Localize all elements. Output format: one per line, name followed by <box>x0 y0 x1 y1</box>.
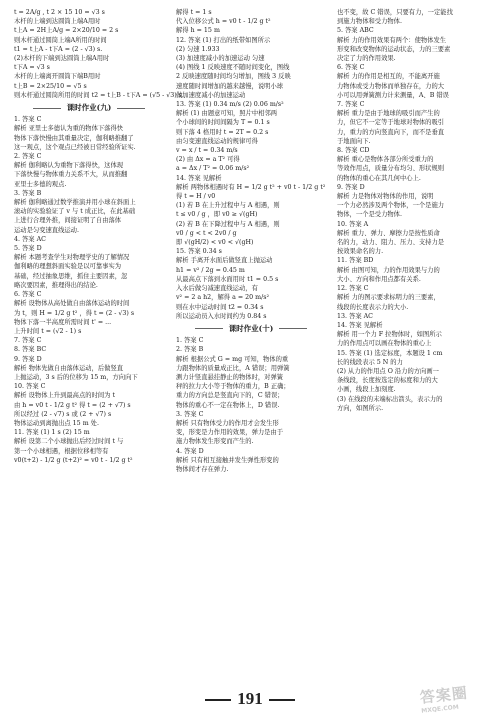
text-line: 第一个小球相遇，根据位移相等有 <box>14 447 109 455</box>
text-line: 决定了力的作用效果. <box>337 55 396 63</box>
watermark-url: MXQE.COM <box>421 703 460 715</box>
text-line: 8. 答案 CD <box>337 147 370 155</box>
text-line: 由匀变速直线运动的规律可得 <box>176 137 258 145</box>
text-line: 6. 答案 C <box>14 291 42 299</box>
text-line: 等效作用点，质量分布均匀、形状规则 <box>337 165 445 173</box>
text-line: 物体间才存在弹力. <box>176 465 229 473</box>
text-line: 这一观点，这个观点已经被日常经验所证实. <box>14 143 136 151</box>
watermark-logo <box>419 679 493 715</box>
watermark-main: 答案圈 <box>419 683 469 707</box>
text-line: 解析 两物体相遇时有 H = 1/2 g t² + v0 t - 1/2 g t² <box>176 183 326 191</box>
text-line: 4. 答案 D <box>176 447 204 455</box>
text-line: 代入位移公式 h = v0 t - 1/2 g t² <box>176 18 271 26</box>
text-line: 力，重力的方向竖直向下，而不是垂直 <box>337 128 445 136</box>
text-line: 物体运动到离抛出点 15 m 处. <box>14 419 99 427</box>
text-line: 9. 答案 D <box>337 183 365 191</box>
text-line: 2. 答案 C <box>14 153 42 161</box>
text-line: 解析 重心是物体各部分所受重力的 <box>337 156 434 164</box>
text-line: 解析 亚里士多德认为重的物体下落得快 <box>14 125 124 133</box>
text-line: 物体，一个是受力物体. <box>337 211 402 219</box>
text-line: h1 = v² / 2g = 0.45 m <box>176 266 245 274</box>
text-line: 长的线段表示 5 N 的力 <box>337 358 403 366</box>
text-line: 略次要因素，推理得出的结论. <box>14 281 98 289</box>
text-line: 解析 重力、弹力、摩擦力是按性质命 <box>337 229 440 237</box>
text-line: 15. 答案 0.34 s <box>176 248 222 256</box>
text-line: 4. 答案 AC <box>14 235 46 243</box>
text-line: v² = 2 a h2，解得 a = 20 m/s² <box>176 294 269 302</box>
text-line: 13. 答案 (1) 0.34 m/s (2) 0.06 m/s² <box>176 101 284 109</box>
text-line: (2) 若 B 在下降过程中与 A 相遇，则 <box>176 220 280 228</box>
text-line: 由 h = v0 t - 1/2 g t² 得 t = (2 + √7) s <box>14 401 131 409</box>
text-line: 13. 答案 AC <box>337 312 373 320</box>
text-line: 所以运动员入水时间约为 0.84 s <box>176 312 267 320</box>
text-line: 下落快慢与物体重力关系不大，从而推翻 <box>14 171 128 179</box>
text-line: 解析 重力是由于地球的吸引而产生的 <box>337 110 440 118</box>
text-line: (3) 加速度减小的加速运动 匀速 <box>176 55 265 63</box>
text-line: 解析 本题考查学生对物理学史的了解情况 <box>14 254 130 262</box>
text-line: 测力计竖直悬挂静止的物体时，对弹簧 <box>176 373 284 381</box>
text-line: 力物体或受力物体而单独存在，力的大 <box>337 82 445 90</box>
text-line: 10. 答案 C <box>14 383 46 391</box>
text-line: 5. 答案 D <box>14 245 42 253</box>
text-line: 解析 手离开水面后做竖直上抛运动 <box>176 257 273 265</box>
text-line: t上A = 2H上A/g = 2×20/10 = 2 s <box>14 27 119 35</box>
text-line: 解析 伽利略认为重物下落得快，这体现 <box>14 162 124 170</box>
text-line: 解析 由图可知，力的作用效果与力的 <box>337 266 440 274</box>
text-line: 于地面向下. <box>337 137 371 145</box>
text-line: 解析 设物体上升到最高点的时间为 t <box>14 392 115 400</box>
text-line: 2 反映速度随时间均匀增加，图线 3 反映 <box>176 73 291 81</box>
text-line: 名的力，动力、阻力、压力、支持力是 <box>337 239 445 247</box>
text-line: 解析 只有物体受力的作用才会发生形 <box>176 419 279 427</box>
text-line: 则木杆通过圆筒上端A所用的时间 <box>14 36 107 44</box>
text-line: 亚里士多德的观点. <box>14 180 67 188</box>
text-line: 小可以用弹簧测力计来测量，A、B 错误 <box>337 91 449 99</box>
text-line: 解析 用一个力 F 拉物体时，如图所示 <box>337 331 442 339</box>
text-line: 伽利略的理想斜面实验是以可靠事实为 <box>14 263 122 271</box>
text-line: 的物体的重心在其几何中心上. <box>337 174 421 182</box>
text-line: 5. 答案 ABC <box>337 27 374 35</box>
text-line: 力跟物体的质量成正比，A 错误；用弹簧 <box>176 364 290 372</box>
text-line: 14. 答案 见解析 <box>337 321 383 329</box>
text-line: 变，形变是力作用的效果，弹力是由于 <box>176 429 284 437</box>
text-line: 则木杆通过圆筒所用的时间 t2 = t上B - t下A = (√5 - √3) s. <box>14 91 184 99</box>
text-line: 解析 力是物体对物体的作用，说明 <box>337 193 434 201</box>
text-line: 14. 答案 见解析 <box>176 174 222 182</box>
text-line: 木杆的上端到达圆筒上端A用时 <box>14 18 101 26</box>
text-line: 物体下落快慢由其重量决定，伽利略推翻了 <box>14 134 134 142</box>
text-line: 形变和改变物体的运动状态，力的三要素 <box>337 45 451 53</box>
text-line: 滚动的实验验证了 v 与 t 成正比，在此基础 <box>14 208 136 216</box>
text-line: 解析 物体先做自由落体运动，后做竖直 <box>14 364 124 372</box>
section-title: 课时作业(九) <box>14 103 164 112</box>
text-line: 1. 答案 C <box>176 337 204 345</box>
text-line: 做加速度减小的加速运动 <box>176 91 246 99</box>
text-line: 秤的拉力大小等于物体的重力，B 正确； <box>176 383 290 391</box>
text-line: 12. 答案 (1) 打出的纸带如图所示 <box>176 36 271 44</box>
text-line: (2) 匀速 1.933 <box>176 45 220 53</box>
text-line: 15. 答案 (1) 选定标度，本题设 1 cm <box>337 349 443 357</box>
text-line: (4) 图线 1 反映速度不随时间变化，图线 <box>176 64 290 72</box>
text-line: 解析 力的作用是相互的，不能离开施 <box>337 73 440 81</box>
text-line: 施力物体发生形变而产生的. <box>176 438 254 446</box>
text-line: 物体的重心不一定在物体上，D 错误. <box>176 401 280 409</box>
text-line: 则下落 4 格用时 t = 2T = 0.2 s <box>176 128 269 136</box>
text-line: 解析 只有相互接触并发生弹性形变的 <box>176 456 279 464</box>
text-line: 3. 答案 C <box>176 410 204 418</box>
text-line: v = x / t = 0.34 m/s <box>176 147 238 155</box>
text-line: 从最高点下落到水面用时 t1 = 0.5 s <box>176 275 279 283</box>
text-line: a = Δx / T² = 0.06 m/s² <box>176 165 250 173</box>
text-line: 按效果命名的力. <box>337 248 384 256</box>
text-line: t = 2A/g , t 2 × 15 10 = √3 s <box>14 9 105 16</box>
text-line: t下A = √3 s <box>14 64 50 72</box>
text-line: 解析 力的作用效果有两个：使物体发生 <box>337 36 447 44</box>
text-line: 1. 答案 C <box>14 116 42 124</box>
text-line: 7. 答案 C <box>337 101 365 109</box>
text-line: 所以经过 (2 - √7) s 或 (2 + √7) s <box>14 410 112 418</box>
text-line: 解析 伽利略通过数学推演并用小球在斜面上 <box>14 199 136 207</box>
text-line: 11. 答案 BD <box>337 257 374 265</box>
text-line: 重力的方向总是竖直向下的，C 错误； <box>176 392 284 400</box>
text-line: 也不变，故 C 错误，只要有力，一定能找 <box>337 9 453 16</box>
text-line: 解析 (1) 由题意可知，照片中相邻两 <box>176 110 278 118</box>
text-line: 6. 答案 C <box>337 64 365 72</box>
text-line: 一个力必然涉及两个物体，一个是施力 <box>337 202 445 210</box>
text-line: 得 t = H / v0 <box>176 193 216 201</box>
text-line: 为 t，则 H = 1/2 g t² ，得 t = (2 - √3) s <box>14 309 135 317</box>
text-line: 速度随时间增加的越来越慢，说明小球 <box>176 82 284 90</box>
left-column <box>14 8 184 465</box>
text-line: 解析 力的图示要求标明力的三要素， <box>337 294 440 302</box>
text-line: (3) 在线段的末端标出箭头，表示力的 <box>337 395 443 403</box>
text-line: 线段的长度表示力的大小. <box>337 303 409 311</box>
text-line: 9. 答案 D <box>14 355 42 363</box>
text-line: 物体下落一半高度所需时间 t' = ... <box>14 318 112 326</box>
text-line: (2) 由 Δx = a T² 可得 <box>176 156 240 164</box>
middle-column <box>176 8 326 474</box>
text-line: 解析 设物体从高处做自由落体运动的时间 <box>14 300 130 308</box>
text-line: 解得 t = 1 s <box>176 9 212 16</box>
text-line: 则在水中运动时间 t2 = 0.34 s <box>176 303 264 311</box>
text-line: 上升时间 t = (√2 - 1) s <box>14 327 82 335</box>
text-line: 解析 设第二个小球抛出后经过时间 t 与 <box>14 438 124 446</box>
text-line: 力的作用点可以画在物体的重心上 <box>337 340 432 348</box>
text-line: 10. 答案 A <box>337 220 369 228</box>
text-line: 即 √(gH/2) < v0 < √(gH) <box>176 239 254 247</box>
text-line: t上B = 2×25/10 = √5 s <box>14 82 87 90</box>
text-line: 运动是匀变速直线运动. <box>14 226 79 234</box>
text-line: 8. 答案 BC <box>14 346 47 354</box>
text-line: 上抛运动，3 s 后的位移为 15 m，方向向下 <box>14 373 138 381</box>
section-title: 课时作业(十) <box>176 324 326 333</box>
text-line: v0(t+2) - 1/2 g (t+2)² = v0 t - 1/2 g t² <box>14 456 133 464</box>
text-line: v0 / g < t < 2v0 / g <box>176 229 237 237</box>
text-line: 到施力物体和受力物体. <box>337 18 402 26</box>
text-line: 3. 答案 B <box>14 189 42 197</box>
text-line: 7. 答案 C <box>14 337 42 345</box>
text-line: 小画，线段上加刻度. <box>337 386 396 394</box>
text-line: t1 = t上A - t下A = (2 - √3) s. <box>14 45 103 53</box>
text-line: 大小、方向和作用点都有关系. <box>337 275 421 283</box>
right-column <box>337 8 487 413</box>
text-line: (1) 若 B 在上升过程中与 A 相遇，则 <box>176 202 280 210</box>
text-line: 力，但它不一定等于地球对物体的吸引 <box>337 119 445 127</box>
text-line: 入水后做匀减速直线运动，有 <box>176 285 258 293</box>
text-line: 解析 根据公式 G = mg 可知，物体的重 <box>176 355 289 363</box>
text-line: 基础，经过抽象思维，抓住主要因素，忽 <box>14 272 128 280</box>
text-line: 12. 答案 C <box>337 285 369 293</box>
text-line: 木杆的上端离开圆筒下端B用时 <box>14 73 101 81</box>
text-line: 方向，如图所示. <box>337 404 384 412</box>
text-line: 个小球间的时间间隔为 T = 0.1 s <box>176 119 270 127</box>
text-line: 解得 h = 15 m <box>176 27 220 35</box>
text-line: t ≤ v0 / g ，即 v0 ≥ √(gH) <box>176 211 258 219</box>
text-line: 上进行合理外推，间接证明了自由落体 <box>14 217 122 225</box>
page-number: 191 <box>0 689 500 709</box>
text-line: 条线段，长度按选定的标度和力的大 <box>337 377 438 385</box>
text-line: 11. 答案 (1) 1 s (2) 15 m <box>14 429 90 437</box>
text-line: 2. 答案 B <box>176 346 204 354</box>
text-line: (2)木杆的下端到达圆筒上端A用时 <box>14 55 110 63</box>
text-line: (2) 从力的作用点 O 沿力的方向画一 <box>337 367 439 375</box>
